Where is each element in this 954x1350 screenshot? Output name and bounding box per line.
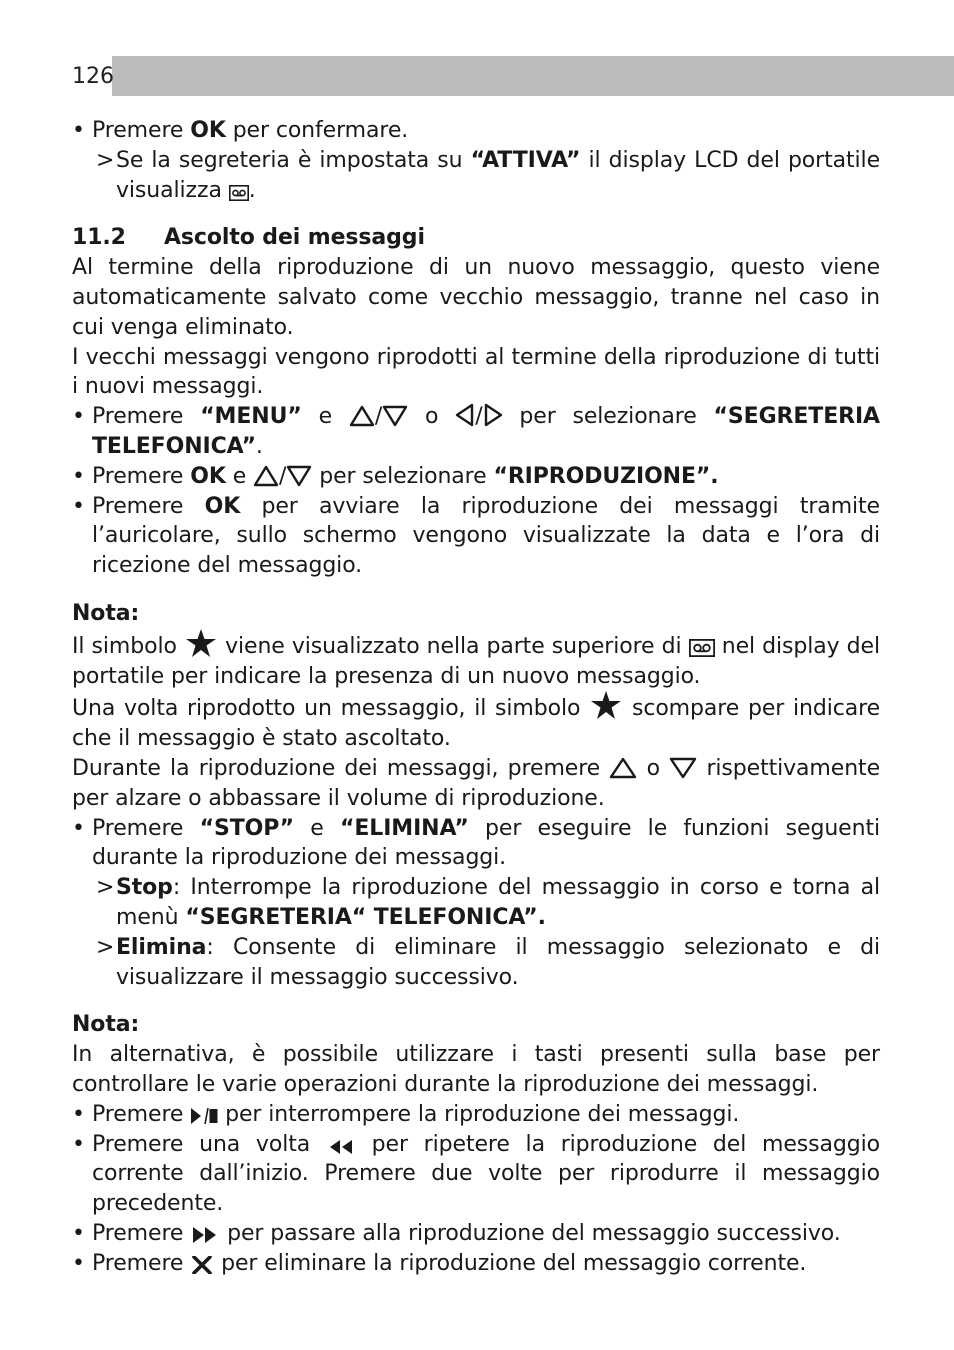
bullet-marker: • xyxy=(72,1220,85,1246)
bullet-marker: • xyxy=(72,463,85,489)
bullet-marker: • xyxy=(72,1131,85,1157)
list-item: • Premere “STOP” e “ELIMINA” per eseguire le funzioni seguenti durante la riproduzione dei messaggi. xyxy=(72,814,880,874)
delete-x-icon xyxy=(190,1256,214,1274)
list-item: • Premere OK per avviare la riproduzione dei messaggi tramite l’auricolare, sullo schermo vengono visualizzate la data e l’ora di ricezione del messaggio. xyxy=(72,492,880,581)
sub-list-item: > Se la segreteria è impostata su “ATTIVA” il display LCD del portatile visualizza . xyxy=(72,146,880,206)
section-number: 11.2 xyxy=(72,225,126,251)
up-triangle-icon xyxy=(609,757,637,779)
sub-marker: > xyxy=(96,934,115,960)
up-triangle-icon xyxy=(253,465,279,487)
note-title: Nota: xyxy=(72,1012,140,1038)
paragraph: Durante la riproduzione dei messaggi, premere o rispettivamente per alzare o abbassare il volume di riproduzione. xyxy=(72,755,880,811)
sub-list-item: > Stop: Interrompe la riproduzione del messaggio in corso e torna al menù “SEGRETERIA“ TELEFONICA”. xyxy=(72,873,880,933)
fast-forward-icon xyxy=(190,1226,220,1244)
list-item: • Premere una volta per ripetere la riproduzione del messaggio corrente dall’inizio. Premere due volte per riprodurre il messaggio precedente. xyxy=(72,1130,880,1219)
paragraph: In alternativa, è possibile utilizzare i tasti presenti sulla base per controllare le varie operazioni durante la riproduzione dei messaggi. xyxy=(72,1042,880,1097)
left-triangle-icon xyxy=(455,403,475,427)
list-item: • Premere per eliminare la riproduzione del messaggio corrente. xyxy=(72,1249,880,1279)
bullet-marker: • xyxy=(72,118,85,143)
sub-list-item: > Elimina: Consente di eliminare il messaggio selezionato e di visualizzare il messaggio successivo. xyxy=(72,933,880,993)
header-bar xyxy=(72,56,954,96)
answering-machine-icon xyxy=(689,639,715,657)
down-triangle-icon xyxy=(382,405,408,427)
list-item: • Premere per passare alla riproduzione del messaggio successivo. xyxy=(72,1219,880,1249)
paragraph: Il simbolo viene visualizzato nella parte superiore di nel display del portatile per indicare la presenza di un nuovo messaggio. xyxy=(72,629,880,692)
answering-machine-icon xyxy=(229,185,249,201)
right-triangle-icon xyxy=(483,403,503,427)
note-title: Nota: xyxy=(72,600,140,626)
up-triangle-icon xyxy=(349,405,375,427)
paragraph: Una volta riprodotto un messaggio, il simbolo scompare per indicare che il messaggio è stato ascoltato. xyxy=(72,691,880,754)
paragraph: Al termine della riproduzione di un nuovo messaggio, questo viene automaticamente salvato come vecchio messaggio, tranne nel caso in cui venga eliminato. xyxy=(72,255,880,340)
sub-marker: > xyxy=(96,147,115,173)
star-icon xyxy=(184,629,218,657)
bullet-marker: • xyxy=(72,1250,85,1276)
down-triangle-icon xyxy=(669,757,697,779)
list-item: • Premere OK per confermare. xyxy=(72,116,880,146)
list-item: • Premere “MENU” e / o / per selezionare “SEGRETERIA TELEFONICA”. xyxy=(72,402,880,462)
bullet-marker: • xyxy=(72,815,85,841)
list-item: • Premere OK e / per selezionare “RIPRODUZIONE”. xyxy=(72,462,880,492)
section-heading xyxy=(72,223,880,253)
star-icon xyxy=(589,691,623,719)
page-content xyxy=(72,116,880,1278)
page-number: 126 xyxy=(72,56,112,96)
bullet-marker: • xyxy=(72,404,85,430)
bullet-marker: • xyxy=(72,493,85,519)
rewind-icon xyxy=(326,1139,356,1155)
down-triangle-icon xyxy=(286,465,312,487)
paragraph: I vecchi messaggi vengono riprodotti al termine della riproduzione di tutti i nuovi messaggi. xyxy=(72,344,880,400)
list-item: • Premere per interrompere la riproduzione dei messaggi. xyxy=(72,1100,880,1130)
play-stop-icon xyxy=(190,1107,218,1125)
bullet-marker: • xyxy=(72,1101,85,1127)
sub-marker: > xyxy=(96,875,115,901)
section-title: Ascolto dei messaggi xyxy=(164,225,425,251)
